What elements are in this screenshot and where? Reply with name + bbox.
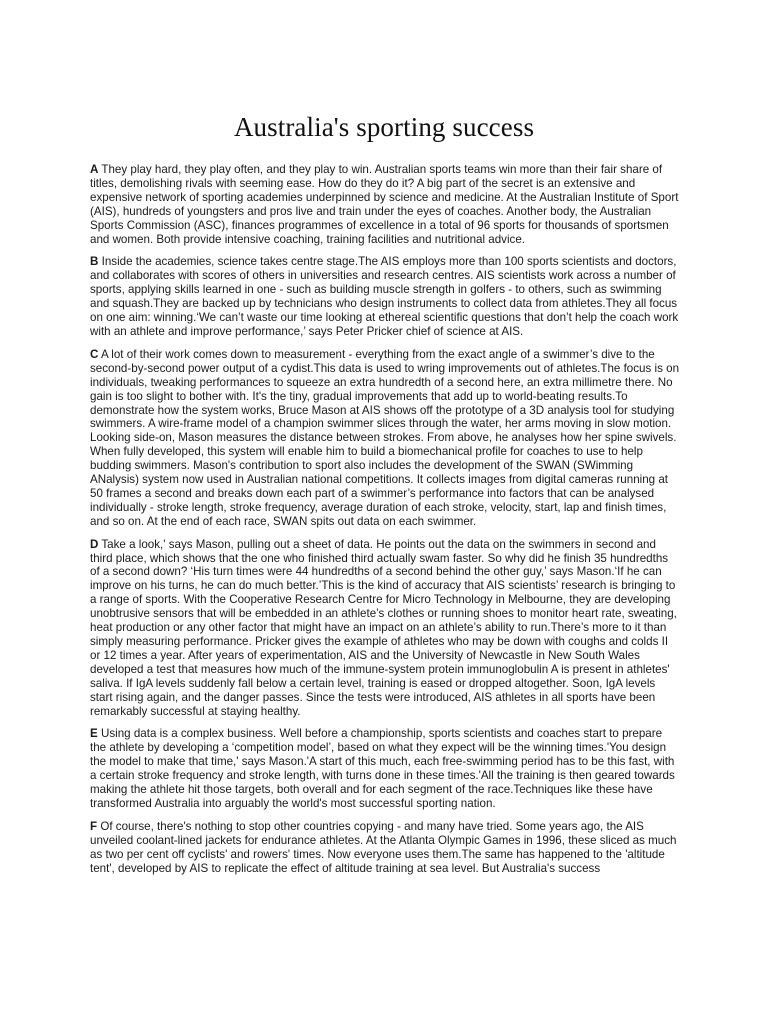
paragraph-d <box>90 538 679 719</box>
paragraph-c <box>90 348 679 529</box>
paragraph-text: A lot of their work comes down to measurement - everything from the exact angle of a swimmer’s dive to the second-by-second power output of a cydist.This data is used to wring improvements out of athletes.The focus is on individuals, tweaking performances to squeeze an extra hundredth of a second here, an extra millimetre there. No gain is too slight to bother with. It's the tiny, gradual improvements that add up to world-beating results.To demonstrate how the system works, Bruce Mason at AIS shows off the prototype of a 3D analysis tool for studying swimmers. A wire-frame model of a champion swimmer slices through the water, her arms moving in slow motion. Looking side-on, Mason measures the distance between strokes. From above, he analyses how her spine swivels. When fully developed, this system will enable him to build a biomechanical profile for coaches to use to help budding swimmers. Mason's contribution to sport also includes the development of the SWAN (SWimming ANalysis) system now used in Australian national competitions. It collects images from digital cameras running at 50 frames a second and breaks down each part of a swimmer’s performance into factors that can be analysed individually - stroke length, stroke frequency, average duration of each stroke, velocity, start, lap and finish times, and so on. At the end of each race, SWAN spits out data on each swimmer. <box>90 347 680 528</box>
paragraph-text: Inside the academies, science takes centre stage.The AIS employs more than 100 sports scientists and doctors, and collaborates with scores of others in universities and research centres. AIS scientists work across a number of sports, applying skills learned in one - such as building muscle strength in golfers - to others, such as swimming and squash.They are backed up by technicians who design instruments to collect data from athletes.They all focus on one aim: winning.‘We can’t waste our time looking at ethereal scientific questions that don’t help the coach work with an athlete and improve performance,’ says Peter Pricker chief of science at AIS. <box>90 255 679 338</box>
paragraph-b <box>90 255 679 338</box>
paragraph-e <box>90 727 679 810</box>
paragraph-text: Take a look,' says Mason, pulling out a sheet of data. He points out the data on the swimmers in second and third place, which shows that the one who finished third actually swam faster. So why did he finish 35 hundredths of a second down? ‘His turn times were 44 hundredths of a second behind the other guy,’ says Mason.‘If he can improve on his turns, he can do much better.’This is the kind of accuracy that AIS scientists’ research is bringing to a range of sports. With the Cooperative Research Centre for Micro Technology in Melbourne, they are developing unobtrusive sensors that will be embedded in an athlete’s clothes or running shoes to monitor heart rate, sweating, heat production or any other factor that might have an impact on an athlete’s ability to run.There’s more to it than simply measuring performance. Pricker gives the example of athletes who may be down with coughs and colds II or 12 times a year. After years of experimentation, AIS and the University of Newcastle in New South Wales developed a test that measures how much of the immune-system protein immunoglobulin A is present in athletes' saliva. If IgA levels suddenly fall below a certain level, training is eased or dropped altogether. Soon, IgA levels start rising again, and the danger passes. Since the tests were introduced, AIS athletes in all sports have been remarkably successful at staying healthy. <box>90 537 677 718</box>
paragraph-text: They play hard, they play often, and they play to win. Australian sports teams win more than their fair share of titles, demolishing rivals with seeming ease. How do they do it? A big part of the secret is an extensive and expensive network of sporting academies underpinned by science and medicine. At the Australian Institute of Sport (AIS), hundreds of youngsters and pros live and train under the eyes of coaches. Another body, the Australian Sports Commission (ASC), finances programmes of excellence in a total of 96 sports for thousands of sportsmen and women. Both provide intensive coaching, training facilities and nutritional advice. <box>90 163 679 246</box>
paragraph-letter: D <box>90 537 99 551</box>
paragraph-a <box>90 163 679 246</box>
paragraph-text: Of course, there's nothing to stop other countries copying - and many have tried. Some years ago, the AIS unveiled coolant-lined jackets for endurance athletes. At the Atlanta Olympic Games in 1996, these sliced as much as two per cent off cyclists' and rowers' times. Now everyone uses them.The same has happened to the 'altitude tent', developed by AIS to replicate the effect of altitude training at sea level. But Australia's success <box>90 819 677 875</box>
paragraph-letter: A <box>90 163 99 176</box>
paragraph-letter: C <box>90 347 99 361</box>
paragraph-letter: B <box>90 255 99 269</box>
paragraph-text: Using data is a complex business. Well before a championship, sports scientists and coaches start to prepare the athlete by developing a ‘competition model’, based on what they expect will be the winning times.'You design the model to make that time,' says Mason.'A start of this much, each free-swimming period has to be this fast, with a certain stroke frequency and stroke length, with turns done in these times.'All the training is then geared towards making the athlete hit those targets, both overall and for each segment of the race.Techniques like these have transformed Australia into arguably the world's most successful sporting nation. <box>90 727 675 810</box>
document-title: Australia's sporting success <box>233 112 535 142</box>
document-body <box>90 163 679 885</box>
paragraph-letter: F <box>90 819 98 833</box>
paragraph-letter: E <box>90 727 98 741</box>
paragraph-f <box>90 820 679 876</box>
